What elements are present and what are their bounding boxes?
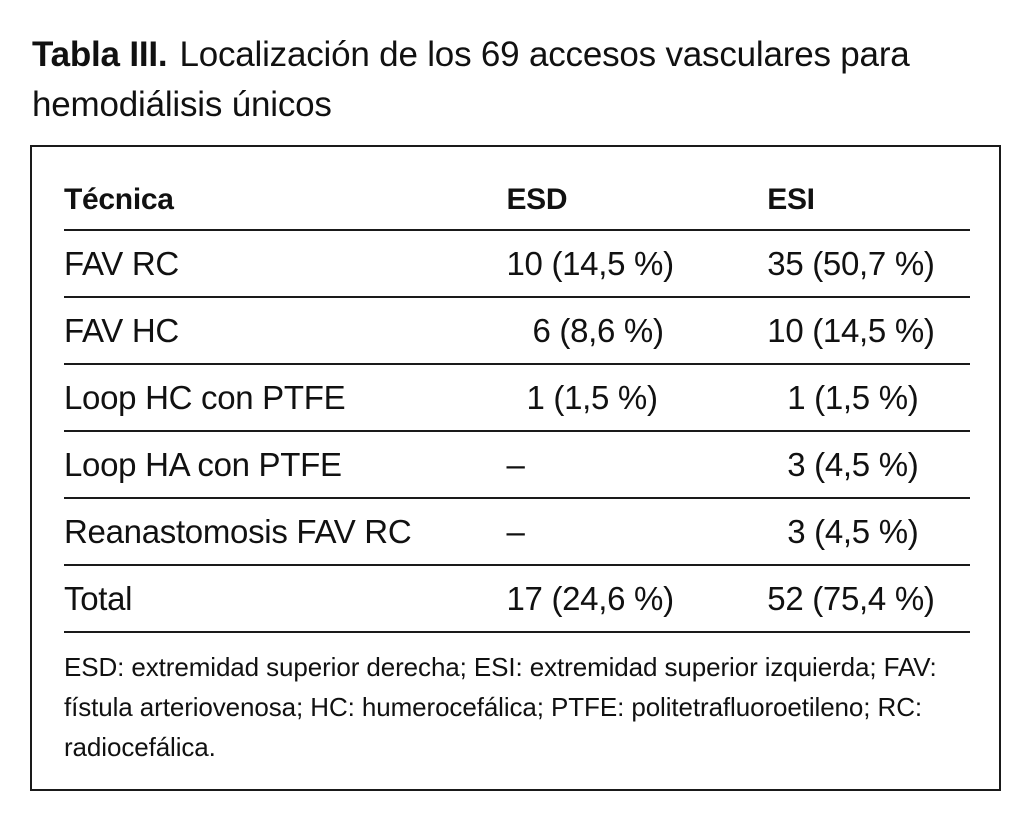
cell-esi: 3 (4,5 %) bbox=[767, 498, 970, 565]
cell-tecnica: FAV RC bbox=[64, 230, 506, 297]
table-header-row bbox=[64, 171, 970, 230]
table-caption-text: Localización de los 69 accesos vasculares para hemodiálisis únicos bbox=[32, 35, 910, 124]
cell-esd: – bbox=[506, 431, 767, 498]
cell-esd: 17 (24,6 %) bbox=[506, 565, 767, 632]
table-row bbox=[64, 498, 970, 565]
header-tecnica: Técnica bbox=[64, 171, 506, 230]
cell-esi: 3 (4,5 %) bbox=[767, 431, 970, 498]
cell-tecnica: Loop HC con PTFE bbox=[64, 364, 506, 431]
header-esd: ESD bbox=[506, 171, 767, 230]
data-table bbox=[64, 171, 970, 633]
cell-esd: 1 (1,5 %) bbox=[506, 364, 767, 431]
table-row bbox=[64, 230, 970, 297]
table-frame bbox=[30, 145, 1001, 791]
table-number-label: Tabla III. bbox=[32, 35, 168, 74]
table-caption bbox=[32, 30, 992, 130]
table-row bbox=[64, 297, 970, 364]
table-footnote: ESD: extremidad superior derecha; ESI: extremidad superior izquierda; FAV: fístula arteriovenosa; HC: humerocefálica; PTFE: politetrafluoroetileno; RC: radiocefálica. bbox=[64, 652, 937, 762]
table-row bbox=[64, 565, 970, 632]
cell-tecnica: Loop HA con PTFE bbox=[64, 431, 506, 498]
cell-esd: – bbox=[506, 498, 767, 565]
cell-tecnica: Reanastomosis FAV RC bbox=[64, 498, 506, 565]
table-row bbox=[64, 364, 970, 431]
cell-esd: 6 (8,6 %) bbox=[506, 297, 767, 364]
cell-esd: 10 (14,5 %) bbox=[506, 230, 767, 297]
cell-tecnica: Total bbox=[64, 565, 506, 632]
cell-esi: 52 (75,4 %) bbox=[767, 565, 970, 632]
cell-esi: 10 (14,5 %) bbox=[767, 297, 970, 364]
cell-tecnica: FAV HC bbox=[64, 297, 506, 364]
cell-esi: 1 (1,5 %) bbox=[767, 364, 970, 431]
cell-esi: 35 (50,7 %) bbox=[767, 230, 970, 297]
table-row bbox=[64, 431, 970, 498]
header-esi: ESI bbox=[767, 171, 970, 230]
